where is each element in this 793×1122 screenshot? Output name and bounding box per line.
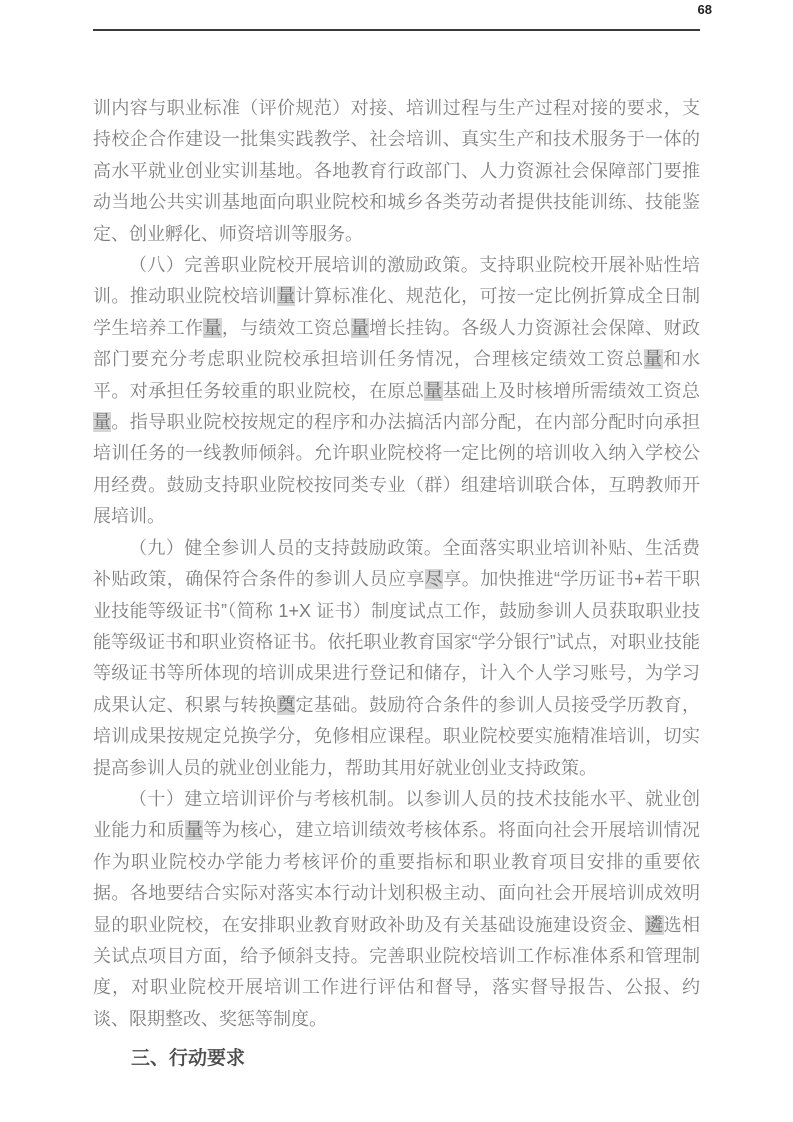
document-body: [93, 93, 700, 1075]
section-heading: 三、行动要求: [131, 1048, 246, 1070]
paragraph-continued: 训内容与职业标准（评价规范）对接、培训过程与生产过程对接的要求，支持校企合作建设一批集实践教学、社会培训、真实生产和技术服务于一体的高水平就业创业实训基地。各地教育行政部门、人力资源社会保障部门要推动当地公共实训基地面向职业院校和城乡各类劳动者提供技能训练、技能鉴定、创业孵化、师资培训等服务。: [93, 98, 700, 244]
paragraph-item-8: （八）完善职业院校开展培训的激励政策。支持职业院校开展补贴性培训。推动职业院校培训量计算标准化、规范化，可按一定比例折算成全日制学生培养工作量，与绩效工资总量增长挂钩。各级人力资源社会保障、财政部门要充分考虑职业院校承担培训任务情况，合理核定绩效工资总量和水平。对承担任务较重的职业院校，在原总量基础上及时核增所需绩效工资总量。指导职业院校按规定的程序和办法搞活内部分配，在内部分配时向承担培训任务的一线教师倾斜。允许职业院校将一定比例的培训收入纳入学校公用经费。鼓励支持职业院校按同类专业（群）组建培训联合体，互聘教师开展培训。: [93, 255, 700, 527]
page-number: 68: [697, 2, 712, 17]
paragraph-item-10: （十）建立培训评价与考核机制。以参训人员的技术技能水平、就业创业能力和质量等为核心，建立培训绩效考核体系。将面向社会开展培训情况作为职业院校办学能力考核评价的重要指标和职业教育项目安排的重要依据。各地要结合实际对落实本行动计划积极主动、面向社会开展培训成效明显的职业院校，在安排职业教育财政补助及有关基础设施建设资金、遴选相关试点项目方面，给予倾斜支持。完善职业院校培训工作标准体系和管理制度，对职业院校开展培训工作进行评估和督导，落实督导报告、公报、约谈、限期整改、奖惩等制度。: [93, 788, 700, 1029]
paragraph-item-9: （九）健全参训人员的支持鼓励政策。全面落实职业培训补贴、生活费补贴政策，确保符合条件的参训人员应享尽享。加快推进“学历证书+若干职业技能等级证书”（简称 1+X 证书）制度试点工作，鼓励参训人员获取职业技能等级证书和职业资格证书。依托职业教育国家“学分银行”试点，对职业技能等级证书等所体现的培训成果进行登记和储存，计入个人学习账号，为学习成果认定、积累与转换奠定基础。鼓励符合条件的参训人员接受学历教育，培训成果按规定兑换学分，免修相应课程。职业院校要实施精准培训，切实提高参训人员的就业创业能力，帮助其用好就业创业支持政策。: [93, 537, 701, 778]
page-header: [93, 0, 712, 31]
